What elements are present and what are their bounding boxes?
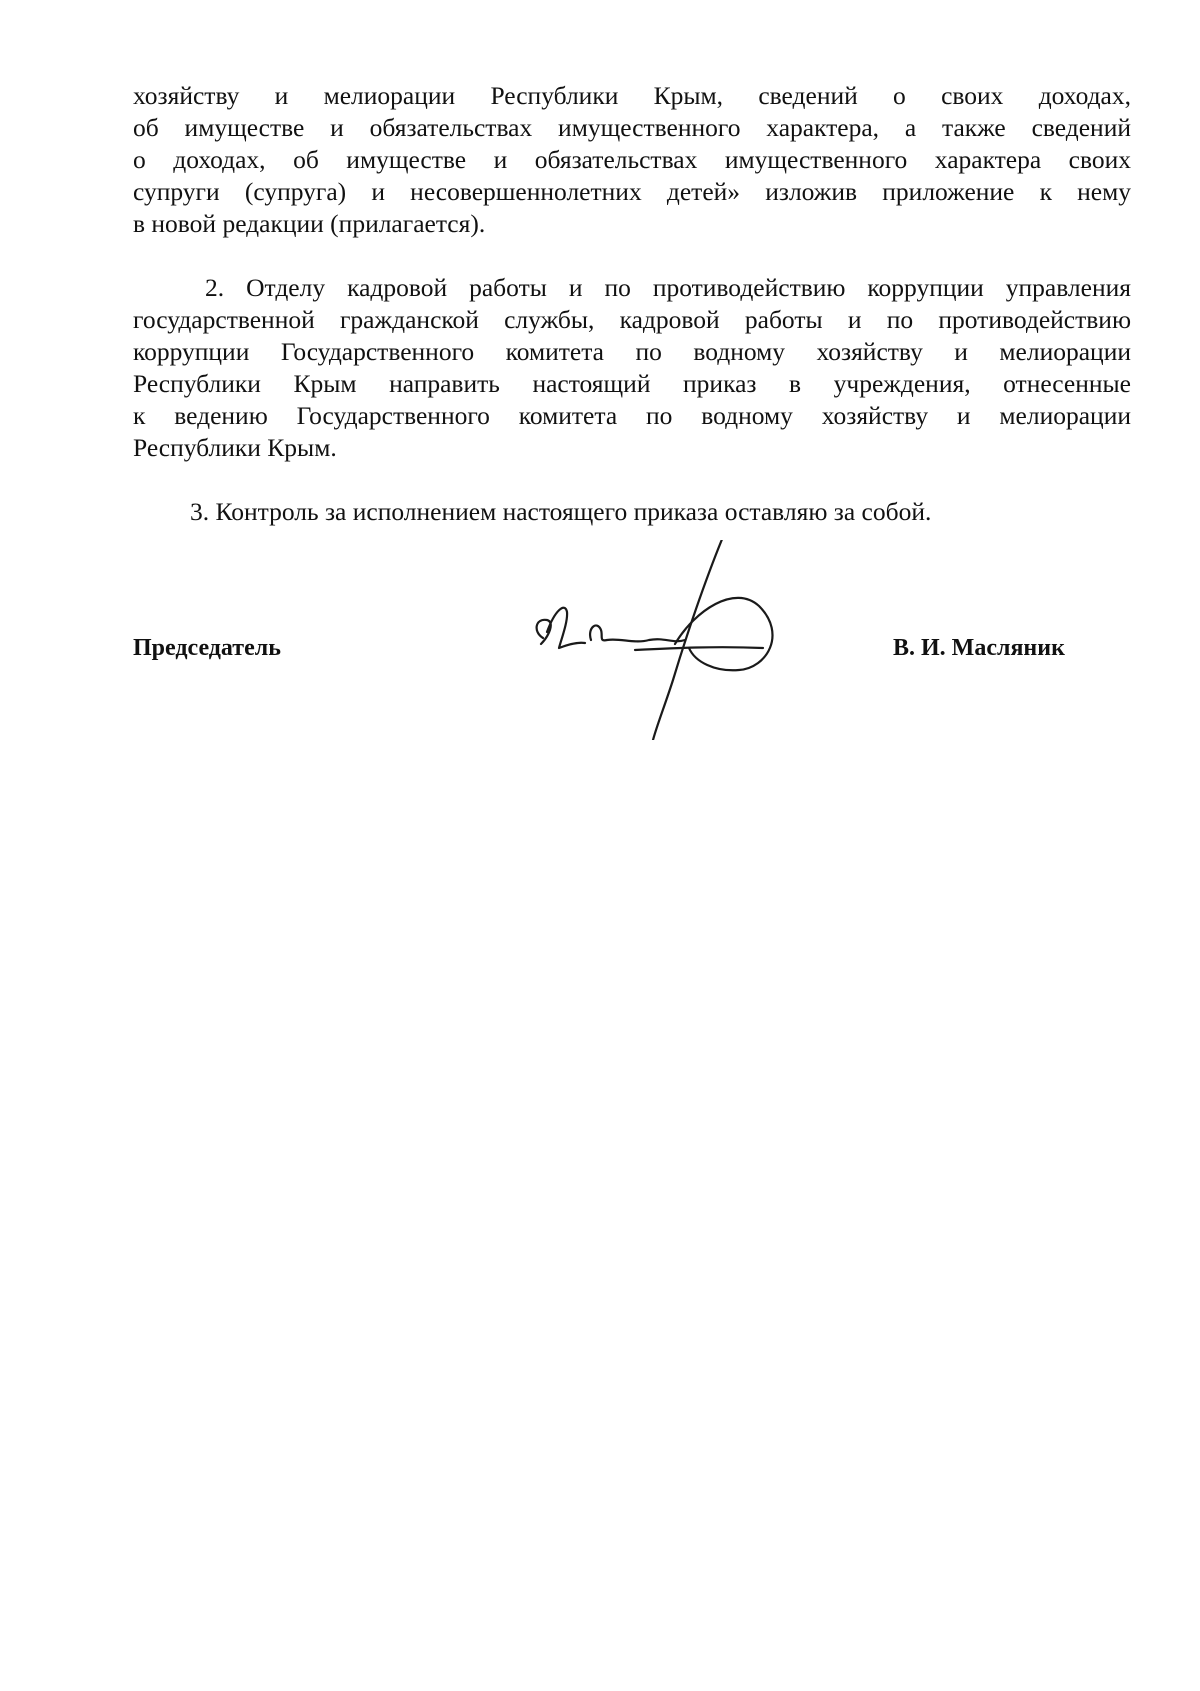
- paragraph-1-line-1: хозяйству и мелиорации Республики Крым, сведений о своих доходах,: [133, 81, 1131, 110]
- signature-row: [0, 632, 1200, 672]
- signatory-name: В. И. Масляник: [893, 635, 1065, 661]
- signatory-title: Председатель: [133, 635, 281, 661]
- paragraph-3: 3. Контроль за исполнением настоящего приказа оставляю за собой.: [190, 497, 932, 526]
- paragraph-1-line-5: в новой редакции (прилагается).: [133, 209, 486, 238]
- paragraph-1-line-4: супруги (супруга) и несовершеннолетних детей» изложив приложение к нему: [133, 177, 1131, 206]
- paragraph-1-line-3: о доходах, об имуществе и обязательствах имущественного характера своих: [133, 145, 1131, 174]
- paragraph-2-line-2: государственной гражданской службы, кадровой работы и по противодействию: [133, 305, 1131, 334]
- paragraph-2-line-1: 2. Отделу кадровой работы и по противодействию коррупции управления: [205, 273, 1131, 302]
- paragraph-2-line-5: к ведению Государственного комитета по водному хозяйству и мелиорации: [133, 401, 1131, 430]
- paragraph-1-line-2: об имуществе и обязательствах имущественного характера, а также сведений: [133, 113, 1131, 142]
- paragraph-2-line-3: коррупции Государственного комитета по водному хозяйству и мелиорации: [133, 337, 1131, 366]
- paragraph-2-line-4: Республики Крым направить настоящий приказ в учреждения, отнесенные: [133, 369, 1131, 398]
- paragraph-2-line-6: Республики Крым.: [133, 433, 337, 462]
